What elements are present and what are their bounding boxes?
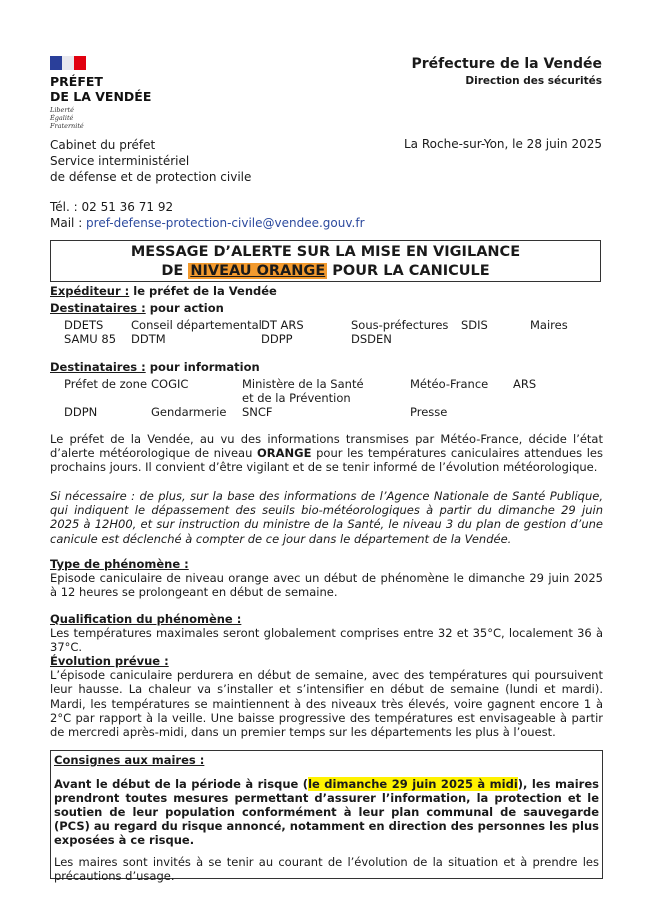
info-recipient-cont: et de la Prévention xyxy=(242,391,351,405)
info-recipient: DDPN xyxy=(64,405,98,419)
destinataires-action-heading: Destinataires : pour action xyxy=(50,301,224,315)
prefecture-name: Préfecture de la Vendée xyxy=(411,56,602,72)
info-recipient: Ministère de la Santé xyxy=(242,377,364,391)
mail-link[interactable]: pref-defense-protection-civile@vendee.gouv.fr xyxy=(86,216,365,230)
consignes-p1: Avant le début de la période à risque (le dimanche 29 juin 2025 à midi), les maires prendront toutes mesures permettant d’assurer l’information, la protection et le soutien de leur population conformément à leur plan communal de sauvegarde (PCS) au regard du risque annoncé, notamment en direction des personnes les plus exposées à ce risque. xyxy=(54,777,599,847)
consignes-p2: Les maires sont invités à se tenir au courant de l’évolution de la situation et à prendre les précautions d’usage. xyxy=(54,855,599,883)
midi-highlight: le dimanche 29 juin 2025 à midi xyxy=(308,777,518,791)
type-phenomene-text: Episode caniculaire de niveau orange avec un début de phénomène le dimanche 29 juin 2025 à 12 heures se prolongeant en début de semaine. xyxy=(50,571,603,600)
info-recipient: Préfet de zone xyxy=(64,377,148,391)
marianne-flag-logo xyxy=(50,56,86,70)
info-recipient: Gendarmerie xyxy=(151,405,227,419)
cabinet-block: Cabinet du préfet Service interministériel de défense et de protection civile xyxy=(50,138,252,184)
prefet-logo-text: PRÉFET DE LA VENDÉE xyxy=(50,74,152,104)
alert-title-box xyxy=(50,240,601,282)
niveau-orange-highlight: NIVEAU ORANGE xyxy=(190,263,326,279)
type-phenomene-heading: Type de phénomène : xyxy=(50,557,189,571)
document-date: La Roche-sur-Yon, le 28 juin 2025 xyxy=(404,137,602,151)
destinataires-information-heading: Destinataires : pour information xyxy=(50,360,260,374)
qualification-heading: Qualification du phénomène : xyxy=(50,612,242,626)
title-line-2: DE NIVEAU ORANGE POUR LA CANICULE xyxy=(161,263,490,279)
contact-block: Tél. : 02 51 36 71 92 Mail : pref-defense-protection-civile@vendee.gouv.fr xyxy=(50,200,365,230)
info-recipient: SNCF xyxy=(242,405,273,419)
action-recipient: Sous-préfectures xyxy=(351,318,449,332)
evolution-heading: Évolution prévue : xyxy=(50,654,169,668)
prefecture-header xyxy=(411,56,602,87)
expediteur: Expéditeur : le préfet de la Vendée xyxy=(50,284,277,298)
action-recipient: SDIS xyxy=(461,318,488,332)
info-recipient: Météo-France xyxy=(410,377,489,391)
action-recipient: SAMU 85 xyxy=(64,332,117,346)
info-recipient: ARS xyxy=(513,377,537,391)
devise: Liberté Égalité Fraternité xyxy=(50,106,84,130)
qualification-text: Les températures maximales seront globalement comprises entre 32 et 35°C, localement 36 à 37°C. xyxy=(50,626,603,655)
si-necessaire-paragraph: Si nécessaire : de plus, sur la base des informations de l’Agence Nationale de Santé Publique, qui indiquent le dépassement des seuils bio-météorologiques à partir du dimanche 29 juin 2025 à 12H00, et sur instruction du ministre de la Santé, le niveau 3 du plan de gestion d’une canicule est déclenché à compter de ce jour dans le département de la Vendée. xyxy=(50,489,603,546)
type-phenomene-section xyxy=(50,557,603,600)
consignes-box xyxy=(50,750,603,883)
evolution-text: L’épisode caniculaire perdurera en début de semaine, avec des températures qui poursuivent leur hausse. La chaleur va s’installer et s’intensifier en début de semaine (lundi et mardi). Mardi, les températures se maintiennent à des niveaux très élevés, voire gagnent encore 1 à 2°C par rapport à la veille. Une baisse progressive des températures est envisageable à partir de mercredi après-midi, dans un premier temps sur les départements les plus à l’ouest. xyxy=(50,668,603,740)
action-recipient: DSDEN xyxy=(351,332,392,346)
direction-name: Direction des sécurités xyxy=(465,75,602,87)
action-recipient: DDETS xyxy=(64,318,104,332)
consignes-heading: Consignes aux maires : xyxy=(54,753,205,767)
action-recipient: DDTM xyxy=(131,332,166,346)
title-line-1: MESSAGE D’ALERTE SUR LA MISE EN VIGILANCE xyxy=(130,244,521,260)
action-recipient: DDPP xyxy=(261,332,293,346)
action-recipient: Maires xyxy=(530,318,568,332)
info-recipient: COGIC xyxy=(151,377,189,391)
action-recipient: DT ARS xyxy=(261,318,304,332)
evolution-section xyxy=(50,654,603,739)
decision-paragraph: Le préfet de la Vendée, au vu des informations transmises par Météo-France, décide l’état d’alerte météorologique de niveau ORANGE pour les températures caniculaires attendues les prochains jours. Il convient d’être vigilant et de se tenir informé de l’évolution météorologique. xyxy=(50,432,603,475)
phone: Tél. : 02 51 36 71 92 xyxy=(50,200,174,214)
info-recipient: Presse xyxy=(410,405,448,419)
qualification-section xyxy=(50,612,603,655)
action-recipient: Conseil départemental xyxy=(131,318,262,332)
